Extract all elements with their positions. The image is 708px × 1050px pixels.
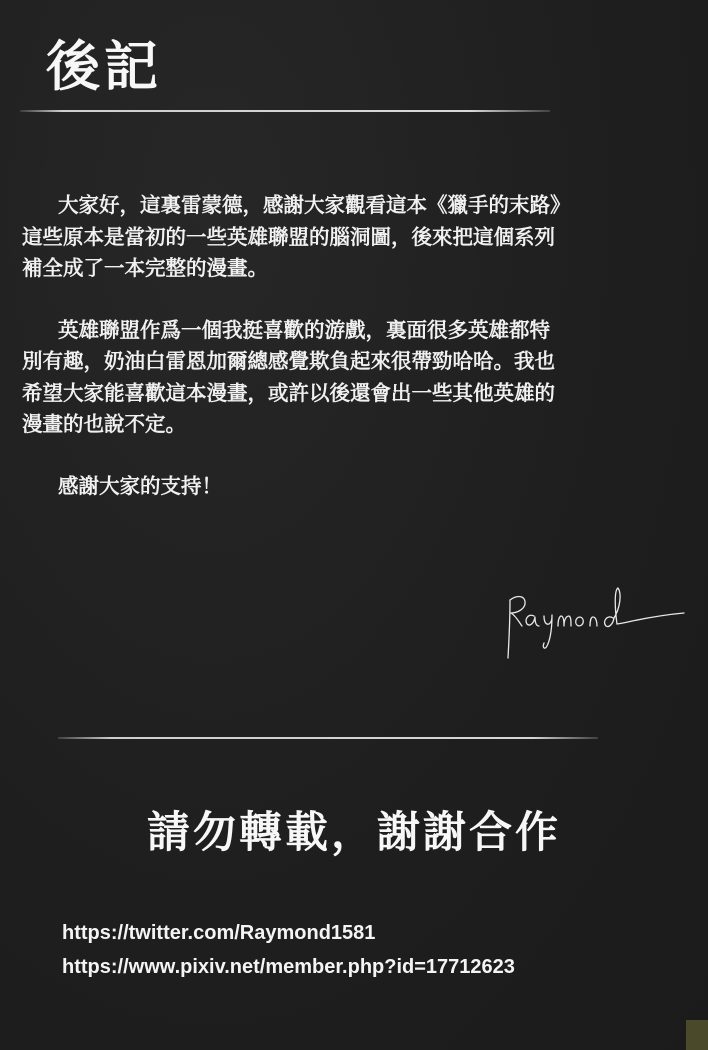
signature-image [500, 580, 690, 660]
afterword-body [22, 190, 682, 532]
paragraph-line: 感謝大家的支持！ [58, 473, 222, 498]
paragraph-line: 漫畫的也說不定。 [22, 412, 186, 436]
paragraph-line: 別有趣，奶油白雷恩加爾總感覺欺負起來很帶勁哈哈。我也 [22, 349, 555, 373]
paragraph-line: 英雄聯盟作爲一個我挺喜歡的游戲，裏面很多英雄都特 [58, 317, 550, 342]
paragraph-line: 希望大家能喜歡這本漫畫，或許以後還會出一些其他英雄的 [22, 380, 555, 405]
paragraph-line: 大家好，這裏雷蒙德，感謝大家觀看這本《獵手的末路》 [58, 193, 571, 217]
paragraph-line: 這些原本是當初的一些英雄聯盟的腦洞圖，後來把這個系列 [22, 224, 555, 249]
paragraph-1 [22, 190, 682, 285]
twitter-link[interactable]: https://twitter.com/Raymond1581 [62, 922, 376, 944]
social-links [62, 916, 515, 984]
title-divider [20, 110, 550, 112]
paragraph-2 [22, 315, 682, 441]
paragraph-line: 補全成了一本完整的漫畫。 [22, 256, 268, 280]
notice-divider [58, 737, 598, 739]
page-title: 後記 [46, 35, 162, 98]
page-corner-mark [686, 1020, 708, 1050]
no-repost-notice: 請勿轉載，謝謝合作 [147, 808, 561, 858]
paragraph-3 [22, 471, 682, 503]
pixiv-link[interactable]: https://www.pixiv.net/member.php?id=17712623 [62, 956, 515, 978]
